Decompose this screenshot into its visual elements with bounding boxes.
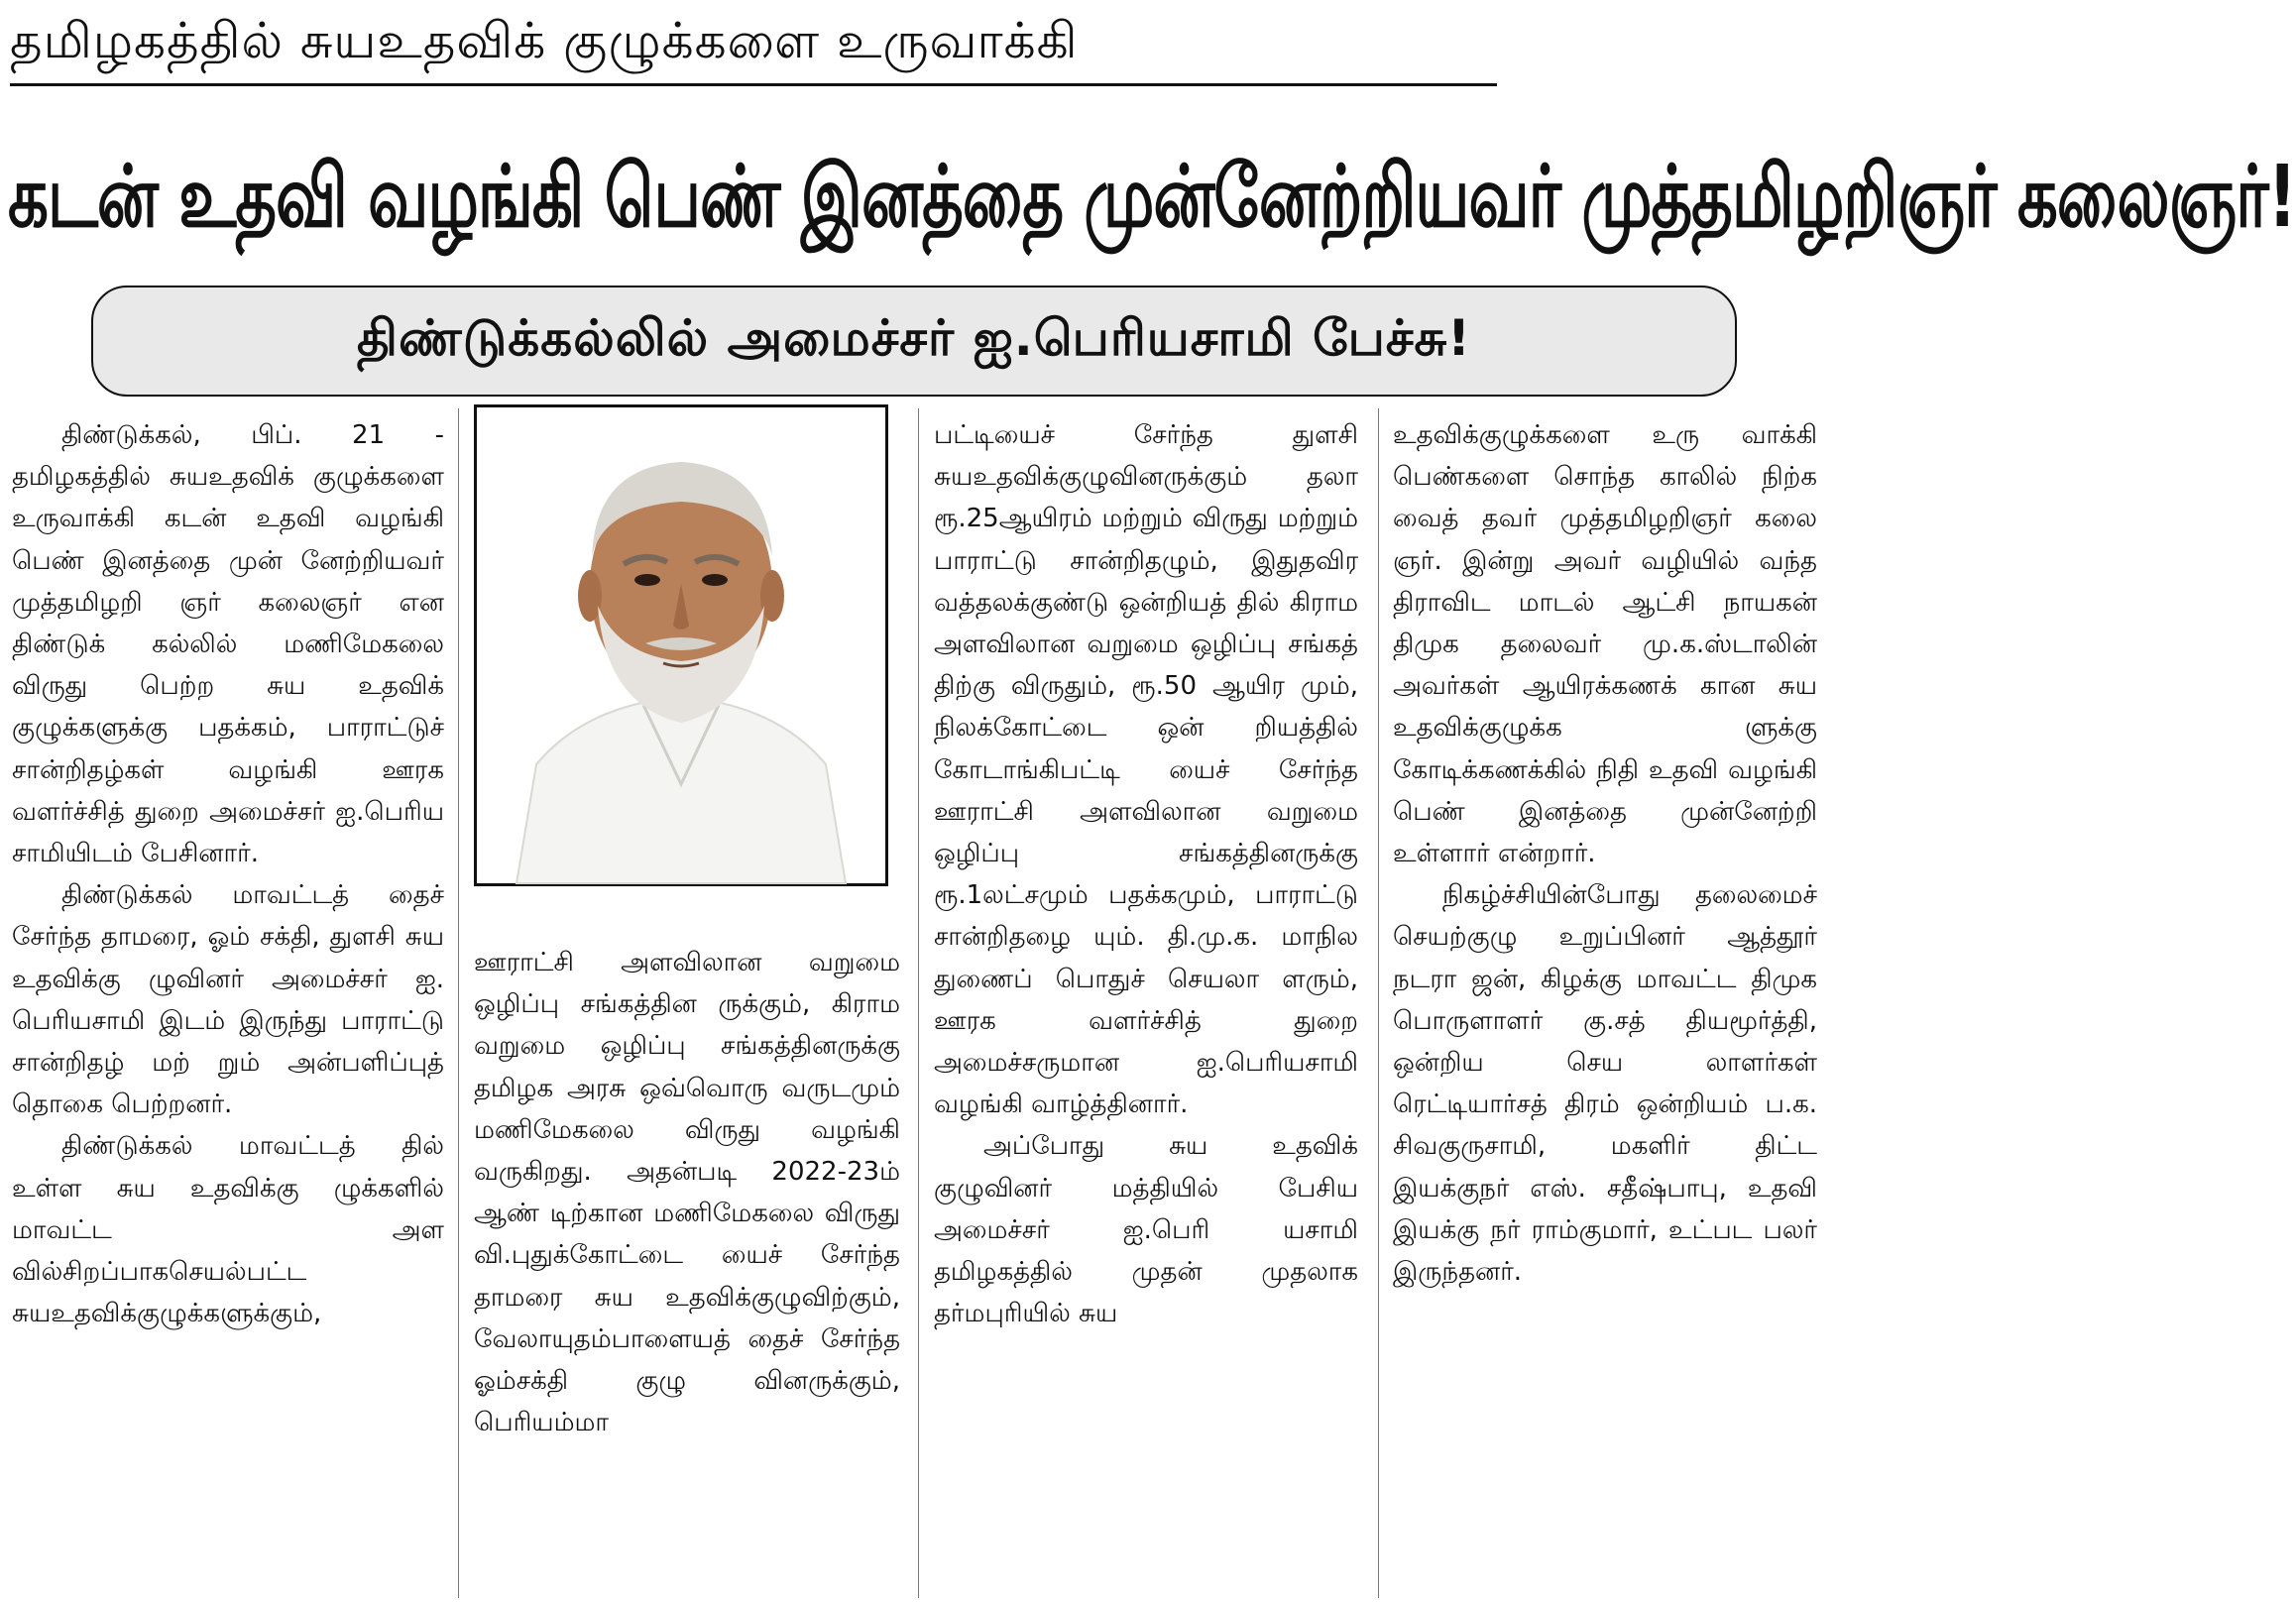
article-paragraph: திண்டுக்கல் மாவட்டத் தைச் சேர்ந்த தாமரை, ஓம் சக்தி, துளசி சுய உதவிக்கு ழுவினர் அமைச்சர் ஐ. பெரியசாமி இடம் இருந்து பாராட்டு சான்றிதழ் மற் றும் அன்பளிப்புத் தொகை பெற்றனர்.: [12, 880, 444, 1120]
kicker-underline: [10, 83, 1497, 86]
portrait-image: [477, 407, 885, 883]
article-column-4: [1393, 414, 1817, 1293]
article-paragraph: ஊராட்சி அளவிலான வறுமை ஒழிப்பு சங்கத்தின ருக்கும், கிராம வறுமை ஒழிப்பு சங்கத்தினருக்கு தமிழக அரசு ஒவ்வொரு வருடமும் மணிமேகலை விருது வழங்கி வருகிறது. அதன்படி 2022-23ம் ஆண் டிற்கான மணிமேகலை விருது வி.புதுக்கோட்டை யைச் சேர்ந்த தாமரை சுய உதவிக்குழுவிற்கும், வேலாயுதம்பாளையத் தைச் சேர்ந்த ஓம்சக்தி குழு வினருக்கும், பெரியம்மா: [474, 948, 900, 1438]
article-paragraph: திண்டுக்கல், பிப். 21 - தமிழகத்தில் சுயஉதவிக் குழுக்களை உருவாக்கி கடன் உதவி வழங்கி பெண் இனத்தை முன் னேற்றியவர் முத்தமிழறி ஞர் கலைஞர் என திண்டுக் கல்லில் மணிமேகலை விருது பெற்ற சுய உதவிக் குழுக்களுக்கு பதக்கம், பாராட்டுச் சான்றிதழ்கள் வழங்கி ஊரக வளர்ச்சித் துறை அமைச்சர் ஐ.பெரிய சாமியிடம் பேசினார்.: [12, 420, 444, 869]
column-divider: [458, 408, 459, 1598]
column-divider: [1378, 408, 1379, 1598]
article-paragraph: அப்போது சுய உதவிக் குழுவினர் மத்தியில் பேசிய அமைச்சர் ஐ.பெரி யசாமி தமிழகத்தில் முதன் முதலாக தர்மபுரியில் சுய: [934, 1131, 1358, 1329]
subheadline: திண்டுக்கல்லில் அமைச்சர் ஐ.பெரியசாமி பேச்சு!: [357, 308, 1471, 367]
article-paragraph: நிகழ்ச்சியின்போது தலைமைச் செயற்குழு உறுப்பினர் ஆத்தூர் நடரா ஜன், கிழக்கு மாவட்ட திமுக பொருளாளர் கு.சத் தியமூர்த்தி, ஒன்றிய செய லாளர்கள் ரெட்டியார்சத் திரம் ஒன்றியம் ப.க. சிவகுருசாமி, மகளிர் திட்ட இயக்குநர் எஸ். சதீஷ்பாபு, உதவி இயக்கு நர் ராம்குமார், உட்பட பலர் இருந்தனர்.: [1393, 880, 1817, 1288]
article-paragraph: பட்டியைச் சேர்ந்த துளசி சுயஉதவிக்குழுவினருக்கும் தலா ரூ.25ஆயிரம் மற்றும் விருது மற்றும் பாராட்டு சான்றிதழும், இதுதவிர வத்தலக்குண்டு ஒன்றியத் தில் கிராம அளவிலான வறுமை ஒழிப்பு சங்கத் திற்கு விருதும், ரூ.50 ஆயிர மும், நிலக்கோட்டை ஒன் றியத்தில் கோடாங்கிபட்டி யைச் சேர்ந்த ஊராட்சி அளவிலான வறுமை ஒழிப்பு சங்கத்தினருக்கு ரூ.1லட்சமும் பதக்கமும், பாராட்டு சான்றிதழை யும். தி.மு.க. மாநில துணைப் பொதுச் செயலா ளரும், ஊரக வளர்ச்சித் துறை அமைச்சருமான ஐ.பெரியசாமி வழங்கி வாழ்த்தினார்.: [934, 420, 1358, 1120]
kicker-heading: தமிழகத்தில் சுயஉதவிக் குழுக்களை உருவாக்கி: [10, 12, 1079, 69]
article-column-1: [12, 414, 444, 1334]
subheadline-box: [91, 286, 1737, 397]
article-column-2: [474, 942, 900, 1443]
minister-photo: [474, 404, 888, 886]
article-paragraph: திண்டுக்கல் மாவட்டத் தில் உள்ள சுய உதவிக்கு ழுக்களில் மாவட்ட அள வில்சிறப்பாகசெயல்பட்ட சுயஉதவிக்குழுக்களுக்கும்,: [12, 1131, 444, 1329]
column-divider: [918, 408, 919, 1598]
article-paragraph: உதவிக்குழுக்களை உரு வாக்கி பெண்களை சொந்த காலில் நிற்க வைத் தவர் முத்தமிழறிஞர் கலை ஞர். இன்று அவர் வழியில் வந்த திராவிட மாடல் ஆட்சி நாயகன் திமுக தலைவர் மு.க.ஸ்டாலின் அவர்கள் ஆயிரக்கணக் கான சுய உதவிக்குழுக்க ளுக்கு கோடிக்கணக்கில் நிதி உதவி வழங்கி பெண் இனத்தை முன்னேற்றி உள்ளார் என்றார்.: [1393, 420, 1817, 869]
article-column-3: [934, 414, 1358, 1334]
main-headline: கடன் உதவி வழங்கி பெண் இனத்தை முன்னேற்றியவர் முத்தமிழறிஞர் கலைஞர்!: [8, 148, 2296, 248]
